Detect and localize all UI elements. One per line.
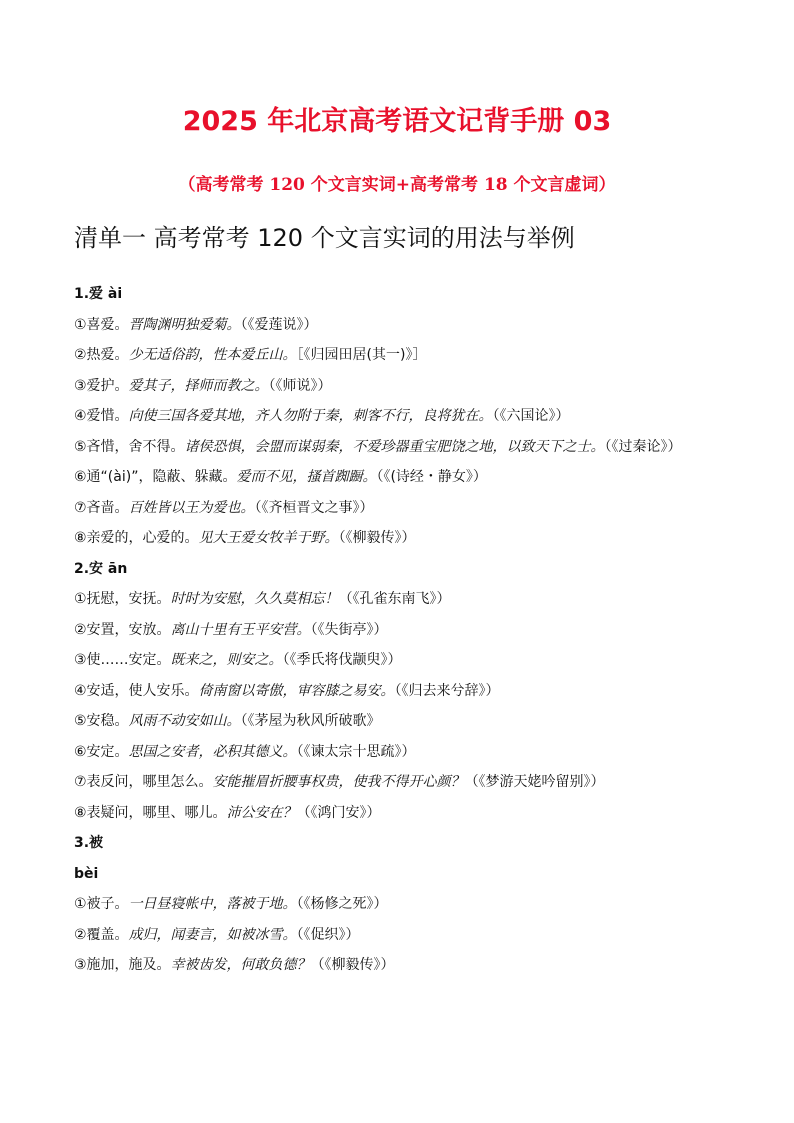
sense-source: （《失街亭》） (310, 621, 388, 638)
sense-example: 风雨不动安如山。 (128, 713, 241, 729)
sense-line (74, 737, 734, 768)
sense-source: （《爱莲说》） (240, 316, 318, 333)
sense-line (74, 340, 734, 371)
sense-definition: ⑧亲爱的，心爱的。 (74, 530, 199, 546)
sense-example: 晋陶渊明独爱菊。 (128, 316, 241, 333)
sense-example: 见大王爱女牧羊于野。 (198, 530, 339, 546)
sense-definition: ②覆盖。 (74, 926, 129, 943)
sense-source: （《茅屋为秋风所破歌》 (240, 713, 381, 729)
sense-source: （《孔雀东南飞》） (338, 591, 451, 607)
sense-example: 既来之，则安之。 (170, 652, 283, 668)
sense-source: （《鸿门安》） (296, 804, 381, 821)
sense-line (74, 584, 734, 615)
sense-example: 离山十里有王平安营。 (170, 621, 311, 638)
sense-definition: ①被子。 (74, 896, 129, 912)
sense-source: （《归去来兮辞》） (394, 682, 500, 699)
entries-list (74, 279, 734, 981)
sense-example: 思国之安者，必积其德义。 (128, 743, 297, 760)
sense-line (74, 401, 734, 432)
sense-example: 一日昼寝帐中，落被于地。 (128, 896, 297, 912)
sense-source: （《梦游天姥吟留别》） (464, 774, 605, 790)
sense-source: （《杨修之死》） (296, 896, 388, 912)
sense-definition: ⑦表反问，哪里怎么。 (74, 774, 213, 790)
sense-line (74, 889, 734, 920)
sense-example: 百姓皆以王为爱也。 (128, 499, 255, 516)
sense-source: （《谏太宗十思疏》） (296, 743, 416, 760)
sense-line (74, 950, 734, 981)
sense-example: 倚南窗以寄傲，审容膝之易安。 (198, 682, 395, 699)
sense-source: （《柳毅传》） (338, 530, 416, 546)
entry-heading: 1.爱 ài (74, 286, 123, 302)
sense-definition: ⑤吝惜，舍不得。 (74, 438, 185, 455)
sense-source: （《促织》） (296, 926, 360, 943)
sense-line (74, 767, 734, 798)
sense-line (74, 706, 734, 737)
sense-definition: ②热爱。 (74, 347, 129, 363)
sense-definition: ③使……安定。 (74, 652, 171, 668)
sense-example: 爱其子，择师而教之。 (128, 377, 269, 394)
sense-definition: ⑧表疑问，哪里、哪儿。 (74, 804, 227, 821)
sense-definition: ⑥通“(ài)”，隐蔽、躲藏。 (74, 469, 237, 485)
entry-heading: 2.安 ān (74, 560, 128, 577)
sense-line (74, 432, 734, 463)
sense-source: （《(诗经・静女》） (376, 469, 487, 485)
sense-definition: ⑤安稳。 (74, 713, 129, 729)
sense-source: ［《归园田居(其一)》］ (296, 347, 427, 363)
sense-source: （《季氏将伐颛臾》） (282, 652, 402, 668)
sense-definition: ⑦吝啬。 (74, 499, 129, 516)
sense-definition: ④安适，使人安乐。 (74, 682, 199, 699)
sense-definition: ②安置，安放。 (74, 621, 171, 638)
document-title: 2025 年北京高考语文记背手册 03 (182, 106, 612, 137)
sense-example: 诸侯恐惧，会盟而谋弱秦，不爱珍器重宝肥饶之地，以致天下之士。 (184, 438, 605, 455)
sense-line (74, 676, 734, 707)
sense-line (74, 798, 734, 829)
sense-example: 向使三国各爱其地，齐人勿附于秦，刺客不行，良将犹在。 (128, 408, 493, 424)
sense-example: 时时为安慰，久久莫相忘！ (170, 591, 339, 607)
sense-source: （《齐桓晋文之事》） (254, 499, 374, 516)
sense-source: （《柳毅传》） (310, 957, 395, 973)
sense-definition: ①喜爱。 (74, 316, 129, 333)
sense-definition: ③爱护。 (74, 377, 129, 394)
sense-line (74, 615, 734, 646)
sense-line (74, 462, 734, 493)
sense-source: （《师说》） (268, 377, 332, 394)
sense-line (74, 310, 734, 341)
sense-source: （《过秦论》） (604, 438, 682, 455)
sense-definition: ①抚慰，安抚。 (74, 591, 171, 607)
document-subtitle: （高考常考 120 个文言实词+高考常考 18 个文言虚词） (178, 175, 616, 195)
sense-line (74, 523, 734, 554)
sense-example: 安能摧眉折腰事权贵，使我不得开心颜？ (212, 774, 465, 790)
sense-source: （《六国论》） (492, 408, 570, 424)
entry-pinyin: bèi (74, 865, 99, 882)
sense-definition: ④爱惜。 (74, 408, 129, 424)
sense-line (74, 493, 734, 524)
sense-example: 少无适俗韵，性本爱丘山。 (128, 347, 297, 363)
sense-line (74, 645, 734, 676)
sense-example: 爱而不见，搔首踟蹰。 (236, 469, 377, 485)
sense-example: 幸被齿发，何敢负德？ (170, 957, 311, 973)
sense-definition: ③施加，施及。 (74, 957, 171, 973)
section-heading: 清单一 高考常考 120 个文言实词的用法与举例 (74, 224, 575, 252)
sense-example: 成归，闻妻言，如被冰雪。 (128, 926, 297, 943)
sense-definition: ⑥安定。 (74, 743, 129, 760)
entry-heading: 3.被 (74, 835, 104, 851)
sense-line (74, 920, 734, 951)
sense-example: 沛公安在？ (226, 804, 297, 821)
sense-line (74, 371, 734, 402)
